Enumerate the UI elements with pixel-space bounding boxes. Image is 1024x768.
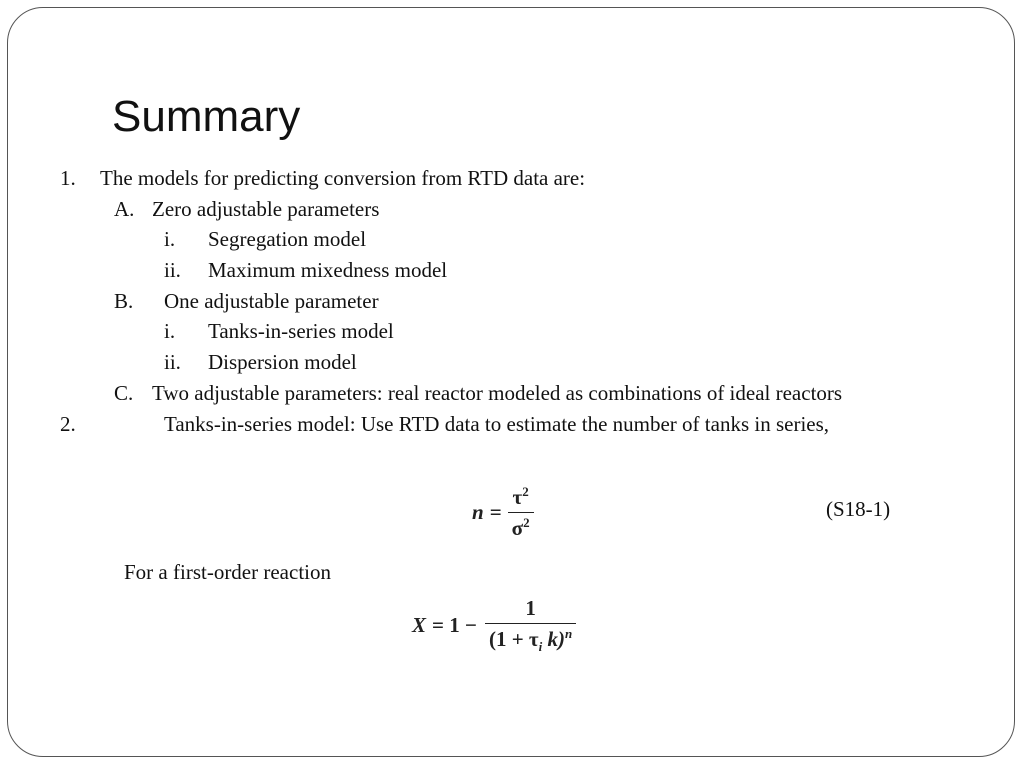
eq1-lhs: n — [472, 500, 484, 524]
list-marker: i. — [164, 319, 176, 343]
first-order-text: For a first-order reaction — [124, 560, 331, 584]
list-marker: ii. — [164, 350, 181, 374]
eq1-denominator-exp: 2 — [523, 515, 530, 530]
list-text: Tanks-in-series model — [208, 319, 394, 343]
eq2-den-exp: n — [564, 626, 573, 641]
eq2-numerator: 1 — [525, 596, 536, 620]
list-text: Tanks-in-series model: Use RTD data to estimate the number of tanks in series, — [164, 412, 830, 436]
eq2-fraction — [485, 596, 576, 655]
list-text: Dispersion model — [208, 350, 357, 374]
slide-title: Summary — [112, 92, 301, 141]
equation-x — [412, 596, 576, 655]
eq2-den-mid: k) — [542, 627, 565, 651]
list-text: Zero adjustable parameters — [152, 197, 380, 221]
list-marker: C. — [114, 381, 134, 405]
list-text: Maximum mixedness model — [208, 258, 448, 282]
list-text: Two adjustable parameters: real reactor modeled as combinations of ideal reactors — [152, 381, 843, 405]
eq1-numerator: τ — [512, 485, 523, 509]
list-text: One adjustable parameter — [164, 289, 379, 313]
list-marker: A. — [114, 197, 135, 221]
list-marker: B. — [114, 289, 134, 313]
list-text: Segregation model — [208, 227, 367, 251]
eq1-denominator: σ — [511, 516, 524, 540]
eq2-rhs-prefix: = 1 − — [432, 613, 477, 638]
eq2-den-open: (1 + τ — [488, 627, 539, 651]
eq1-fraction — [508, 484, 534, 541]
list-marker: 2. — [60, 412, 76, 436]
eq1-numerator-exp: 2 — [522, 484, 529, 499]
equation-n — [472, 484, 534, 541]
list-marker: i. — [164, 227, 176, 251]
eq2-den-sub: i — [538, 639, 543, 655]
equation-label: (S18-1) — [826, 497, 891, 521]
list-text: The models for predicting conversion from RTD data are: — [100, 166, 586, 190]
eq1-equals: = — [489, 500, 502, 524]
list-marker: ii. — [164, 258, 181, 282]
list-marker: 1. — [60, 166, 76, 190]
eq2-lhs: X — [412, 613, 427, 638]
